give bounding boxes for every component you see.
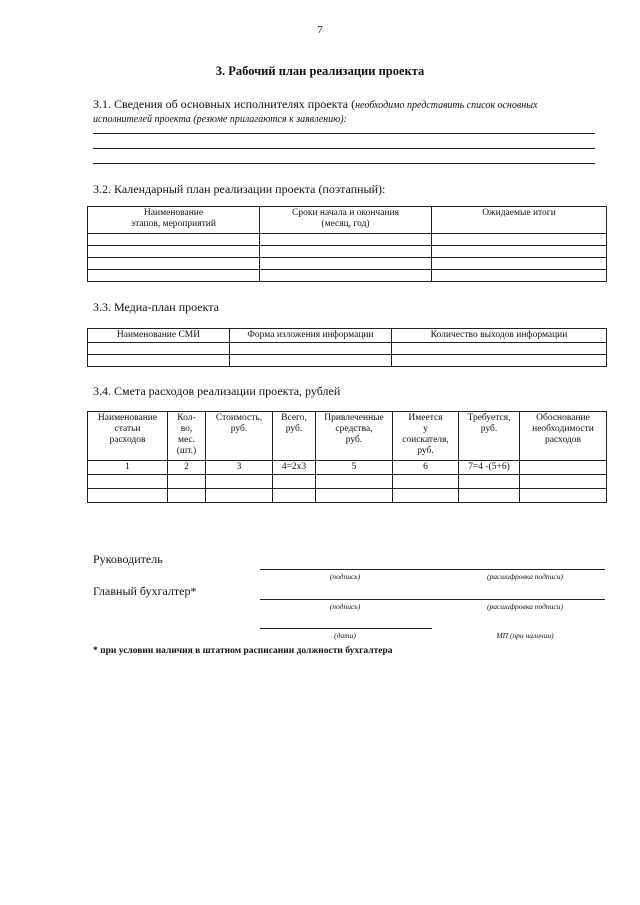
- table-row: [88, 258, 607, 270]
- table-row: [88, 270, 607, 282]
- date-line: [260, 628, 432, 629]
- section-3-1-text: 3.1. Сведения об основных исполнителях проекта (: [93, 97, 356, 111]
- table-row: [88, 475, 607, 489]
- column-number: 4=2х3: [273, 461, 316, 475]
- accountant-signature-line: [260, 599, 605, 600]
- column-number: 1: [88, 461, 168, 475]
- header-quantity: Кол- во, мес. (шт.): [168, 412, 206, 461]
- header-stages: Наименование этапов, мероприятий: [88, 207, 260, 234]
- footnote: * при условии наличия в штатном расписании должности бухгалтера: [93, 646, 393, 656]
- column-number: 5: [316, 461, 393, 475]
- section-3-2-heading: 3.2. Календарный план реализации проекта (поэтапный):: [93, 182, 386, 196]
- head-label: Руководитель: [93, 552, 163, 566]
- executors-line-2: [93, 148, 595, 149]
- section-title: 3. Рабочий план реализации проекта: [215, 64, 425, 78]
- column-number: 6: [393, 461, 459, 475]
- header-attracted: Привлеченные средства, руб.: [316, 412, 393, 461]
- section-3-1-note-line1: необходимо представить список основных: [355, 100, 538, 111]
- header-justification: Обоснование необходимости расходов: [520, 412, 607, 461]
- calendar-plan-table: [87, 206, 607, 282]
- header-available: Имеется у соискателя, руб.: [393, 412, 459, 461]
- section-3-3-heading: 3.3. Медиа-план проекта: [93, 300, 219, 314]
- table-header-row: [88, 207, 607, 234]
- accountant-sign-caption: (подпись): [329, 602, 361, 611]
- table-header-row: [88, 412, 607, 461]
- page-number: 7: [317, 24, 323, 36]
- executors-line-3: [93, 163, 595, 164]
- table-row: [88, 234, 607, 246]
- table-row: [88, 246, 607, 258]
- column-numbers-row: [88, 461, 607, 475]
- budget-table: [87, 411, 607, 503]
- head-sign-caption: (подпись): [329, 572, 361, 581]
- accountant-decode-caption: (расшифровка подписи): [486, 602, 564, 611]
- header-media: Наименование СМИ: [88, 329, 230, 343]
- header-dates: Сроки начала и окончания (месяц, год): [260, 207, 432, 234]
- accountant-label: Главный бухгалтер*: [93, 584, 197, 598]
- column-number: 7=4 -(5+6): [459, 461, 520, 475]
- header-results: Ожидаемые итоги: [432, 207, 607, 234]
- column-number: 3: [206, 461, 273, 475]
- head-decode-caption: (расшифровка подписи): [486, 572, 564, 581]
- media-plan-table: [87, 328, 607, 367]
- table-row: [88, 489, 607, 503]
- section-3-1-note-line2: исполнителей проекта (резюме прилагаются к заявлению):: [93, 114, 347, 125]
- section-3-1-heading: [93, 97, 613, 112]
- header-item: Наименование статьи расходов: [88, 412, 168, 461]
- stamp-caption: МП (при наличии): [496, 631, 554, 640]
- column-number: [520, 461, 607, 475]
- section-3-1-note: [93, 111, 347, 126]
- table-row: [88, 343, 607, 355]
- table-header-row: [88, 329, 607, 343]
- section-3-4-heading: 3.4. Смета расходов реализации проекта, рублей: [93, 384, 341, 398]
- executors-line-1: [93, 133, 595, 134]
- header-required: Требуется, руб.: [459, 412, 520, 461]
- head-signature-line: [260, 569, 605, 570]
- header-count: Количество выходов информации: [392, 329, 607, 343]
- header-total: Всего, руб.: [273, 412, 316, 461]
- table-row: [88, 355, 607, 367]
- header-cost: Стоимость, руб.: [206, 412, 273, 461]
- column-number: 2: [168, 461, 206, 475]
- header-form: Форма изложения информации: [230, 329, 392, 343]
- date-caption: (дата): [334, 631, 356, 640]
